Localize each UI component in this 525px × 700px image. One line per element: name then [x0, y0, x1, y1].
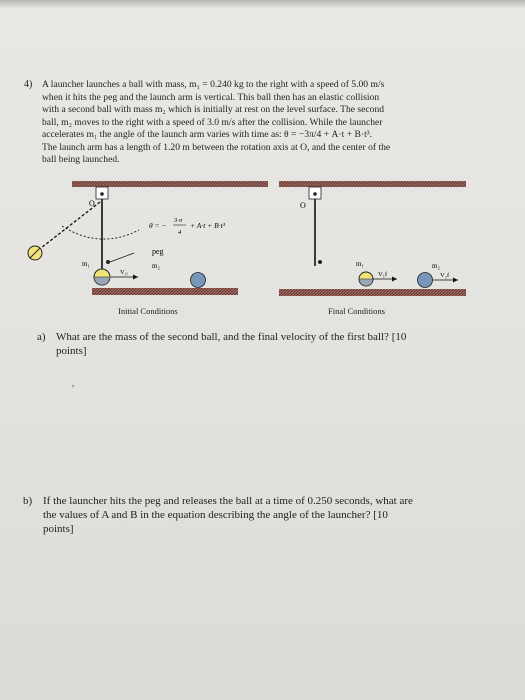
ball-m1-final-shade [359, 279, 373, 286]
v1f-label: V₁f [378, 271, 388, 278]
ball-m2-final [418, 273, 433, 288]
problem-line: when it hits the peg and the launch arm is vertical. This ball then has an elastic collision [42, 91, 380, 103]
m1-label-final: m₁ [356, 260, 364, 268]
right-pivot-label: O [300, 201, 306, 210]
equation-suffix: + A·t + B·t³ [190, 221, 225, 230]
problem-line: ball being launched. [42, 154, 120, 165]
v1i-arrowhead [133, 275, 138, 280]
problem-line: The launch arm has a length of 1.20 m between the rotation axis at O, and the center of the [42, 141, 391, 153]
stray-pencil-mark: , [72, 378, 75, 388]
question-a-label: a) [37, 331, 46, 343]
question-b-line: the values of A and B in the equation describing the angle of the launcher? [10 [43, 509, 388, 521]
left-launch-arm-initial [41, 202, 100, 248]
ball-m1-initial-shade [94, 277, 110, 285]
right-ceiling [279, 181, 466, 187]
right-floor [279, 289, 466, 296]
peg-pointer [110, 253, 134, 262]
initial-conditions-figure [28, 181, 268, 295]
m2-label-initial: m₂ [152, 262, 160, 270]
problem-line: with a second ball with mass m₂ which is initially at rest on the level surface. The second [42, 104, 385, 115]
initial-conditions-caption: Initial Conditions [118, 306, 178, 316]
question-b-line: points] [43, 523, 74, 535]
right-peg-dot [318, 260, 322, 264]
equation-numerator: 3·π [174, 217, 183, 224]
problem-line: A launcher launches a ball with mass, m₁ = 0.240 kg to the right with a speed of 5.00 m/s [42, 79, 385, 90]
left-pivot-label: O [89, 199, 95, 208]
left-pivot-dot [100, 192, 104, 196]
final-conditions-caption: Final Conditions [328, 306, 385, 316]
right-pivot-dot [313, 192, 317, 196]
peg-label: peg [152, 247, 164, 256]
v1i-label: V₁ᵢ [120, 269, 129, 276]
equation-prefix: θ = − [149, 221, 167, 230]
question-b-text [43, 494, 503, 536]
problem-number: 4) [24, 79, 33, 90]
final-conditions-figure [279, 181, 466, 296]
problem-line: accelerates m₁ the angle of the launch arm varies with time as: θ = −3π/4 + A·t + B·t³. [42, 129, 373, 140]
peg-dot [106, 260, 110, 264]
problem-line: ball, m₂ moves to the right with a speed of 3.0 m/s after the collision. While the launcher [42, 116, 383, 128]
left-ceiling [72, 181, 268, 187]
v1f-arrowhead [392, 277, 397, 282]
left-floor [92, 288, 238, 295]
v2f-arrowhead [453, 278, 458, 283]
equation-denominator: 4 [178, 229, 182, 236]
question-a-line: What are the mass of the second ball, and the final velocity of the first ball? [10 [56, 331, 407, 343]
m2-label-final: m₂ [432, 262, 440, 270]
ball-m2-initial [191, 273, 206, 288]
question-b-label: b) [23, 495, 33, 507]
v2f-label: V₂f [440, 272, 450, 279]
question-a-text [56, 330, 476, 358]
angle-arc [62, 226, 139, 239]
question-b-line: If the launcher hits the peg and releases the ball at a time of 0.250 seconds, what are [43, 495, 413, 507]
question-a-line: points] [56, 345, 87, 357]
m1-label-initial: m₁ [82, 260, 90, 268]
